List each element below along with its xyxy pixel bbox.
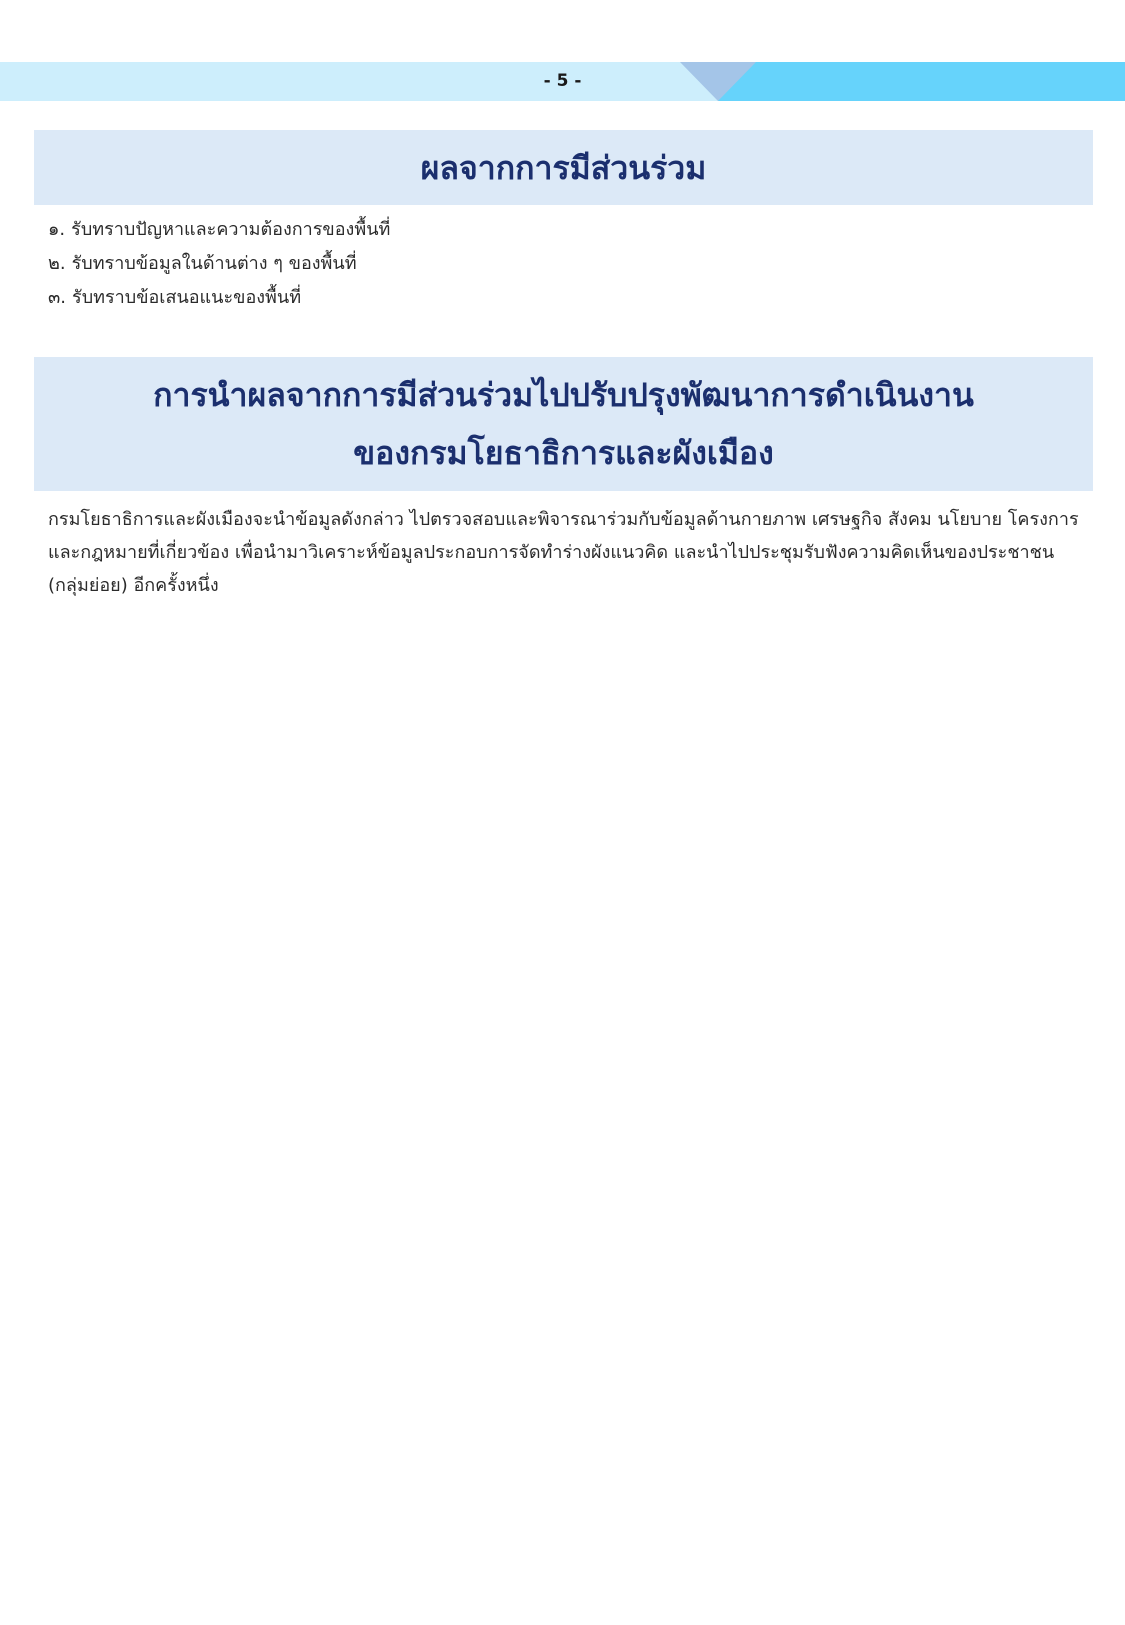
section-title-participation-results: ผลจากการมีส่วนร่วม xyxy=(420,148,707,187)
paragraph-line: และกฎหมายที่เกี่ยวข้อง เพื่อนำมาวิเคราะห์ข้อมูลประกอบการจัดทำร่างผังแนวคิด และนำไปประชุมรับฟังความคิดเห็นของประชาชน xyxy=(48,542,1055,563)
page-number: - 5 - xyxy=(543,71,582,91)
list-item xyxy=(48,281,390,315)
section-apply-results xyxy=(34,357,1093,491)
section-title-line-2: ของกรมโยธาธิการและผังเมือง xyxy=(353,434,774,472)
page-header-band xyxy=(0,62,1125,101)
list-item-text: รับทราบปัญหาและความต้องการของพื้นที่ xyxy=(71,219,391,240)
list-item-text: รับทราบข้อมูลในด้านต่าง ๆ ของพื้นที่ xyxy=(71,253,357,274)
list-item xyxy=(48,213,390,247)
participation-results-list xyxy=(48,213,390,315)
list-item-number: ๓. xyxy=(48,287,67,308)
body-paragraph xyxy=(48,503,1078,602)
list-item-number: ๒. xyxy=(48,253,66,274)
list-item-text: รับทราบข้อเสนอแนะของพื้นที่ xyxy=(72,287,302,308)
section-title-line-1: การนำผลจากการมีส่วนร่วมไปปรับปรุงพัฒนาการดำเนินงาน xyxy=(153,376,974,414)
list-item-number: ๑. xyxy=(48,219,66,240)
paragraph-line: กรมโยธาธิการและผังเมืองจะนำข้อมูลดังกล่าว ไปตรวจสอบและพิจารณาร่วมกับข้อมูลด้านกายภาพ เศรษฐกิจ สังคม นโยบาย โครงการ xyxy=(48,509,1079,530)
section-participation-results xyxy=(34,130,1093,205)
list-item xyxy=(48,247,390,281)
paragraph-line: (กลุ่มย่อย) อีกครั้งหนึ่ง xyxy=(48,575,219,596)
